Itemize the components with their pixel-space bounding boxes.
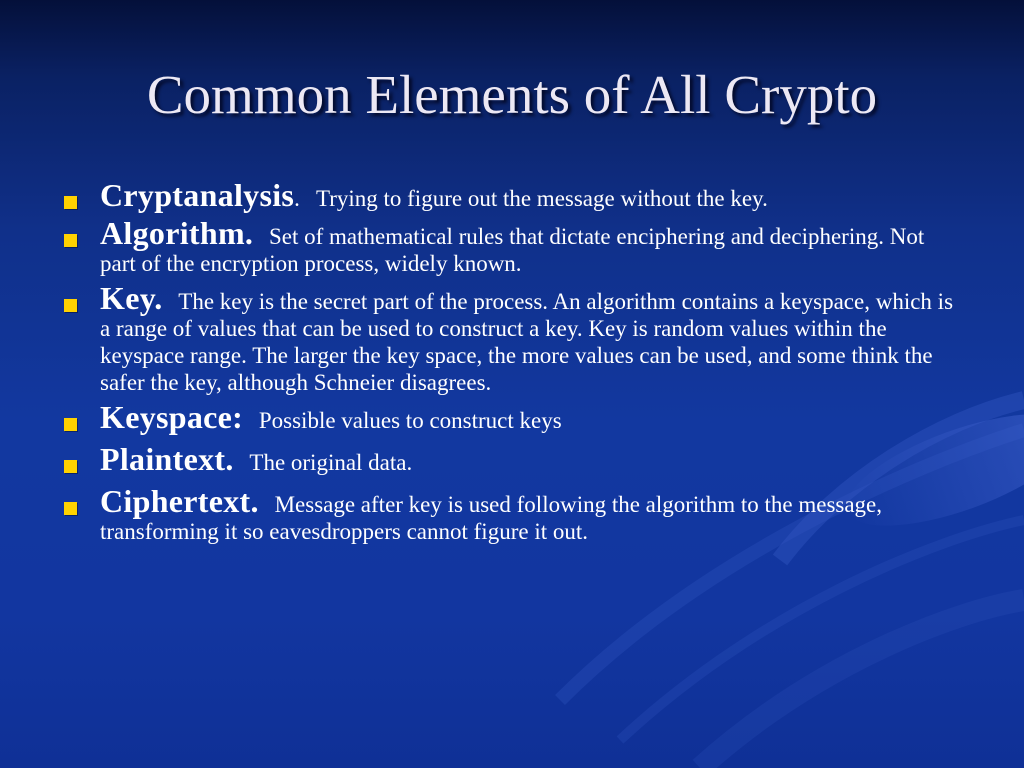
square-bullet-icon [64,460,77,473]
bullet-item-cryptanalysis [64,177,964,213]
slide-title: Common Elements of All Crypto [146,64,878,125]
bullet-term: Key. [100,280,163,316]
square-bullet-icon [64,418,77,431]
bullet-description: Message after key is used following the algorithm to the message, transforming it so eavesdroppers cannot figure it out. [100,492,883,544]
bullet-term: Algorithm. [100,215,254,251]
bullet-item-plaintext [64,441,964,477]
bullet-list [64,177,964,552]
bullet-description: The key is the secret part of the process. An algorithm contains a keyspace, which is a range of values that can be used to construct a key. Key is random values within the keyspace range. The larger the key space, the more values can be used, and some think the safer the key, although Schneier disagrees. [100,289,954,395]
bullet-description: The original data. [249,450,413,475]
bullet-term: Ciphertext. [100,483,259,519]
bullet-description: Set of mathematical rules that dictate enciphering and deciphering. Not part of the encryption process, widely known. [100,224,925,276]
bullet-description: Trying to figure out the message without the key. [315,186,768,211]
square-bullet-icon [64,502,77,515]
bullet-item-algorithm [64,215,964,277]
bullet-term: Keyspace: [100,399,244,435]
bullet-item-keyspace [64,399,964,435]
square-bullet-icon [64,196,77,209]
bullet-item-key [64,280,964,396]
square-bullet-icon [64,234,77,247]
bullet-term-punct: . [294,186,301,211]
bullet-term: Cryptanalysis [100,177,295,213]
bullet-term: Plaintext. [100,441,234,477]
bullet-item-ciphertext [64,483,964,545]
square-bullet-icon [64,299,77,312]
bullet-description: Possible values to construct keys [258,408,562,433]
